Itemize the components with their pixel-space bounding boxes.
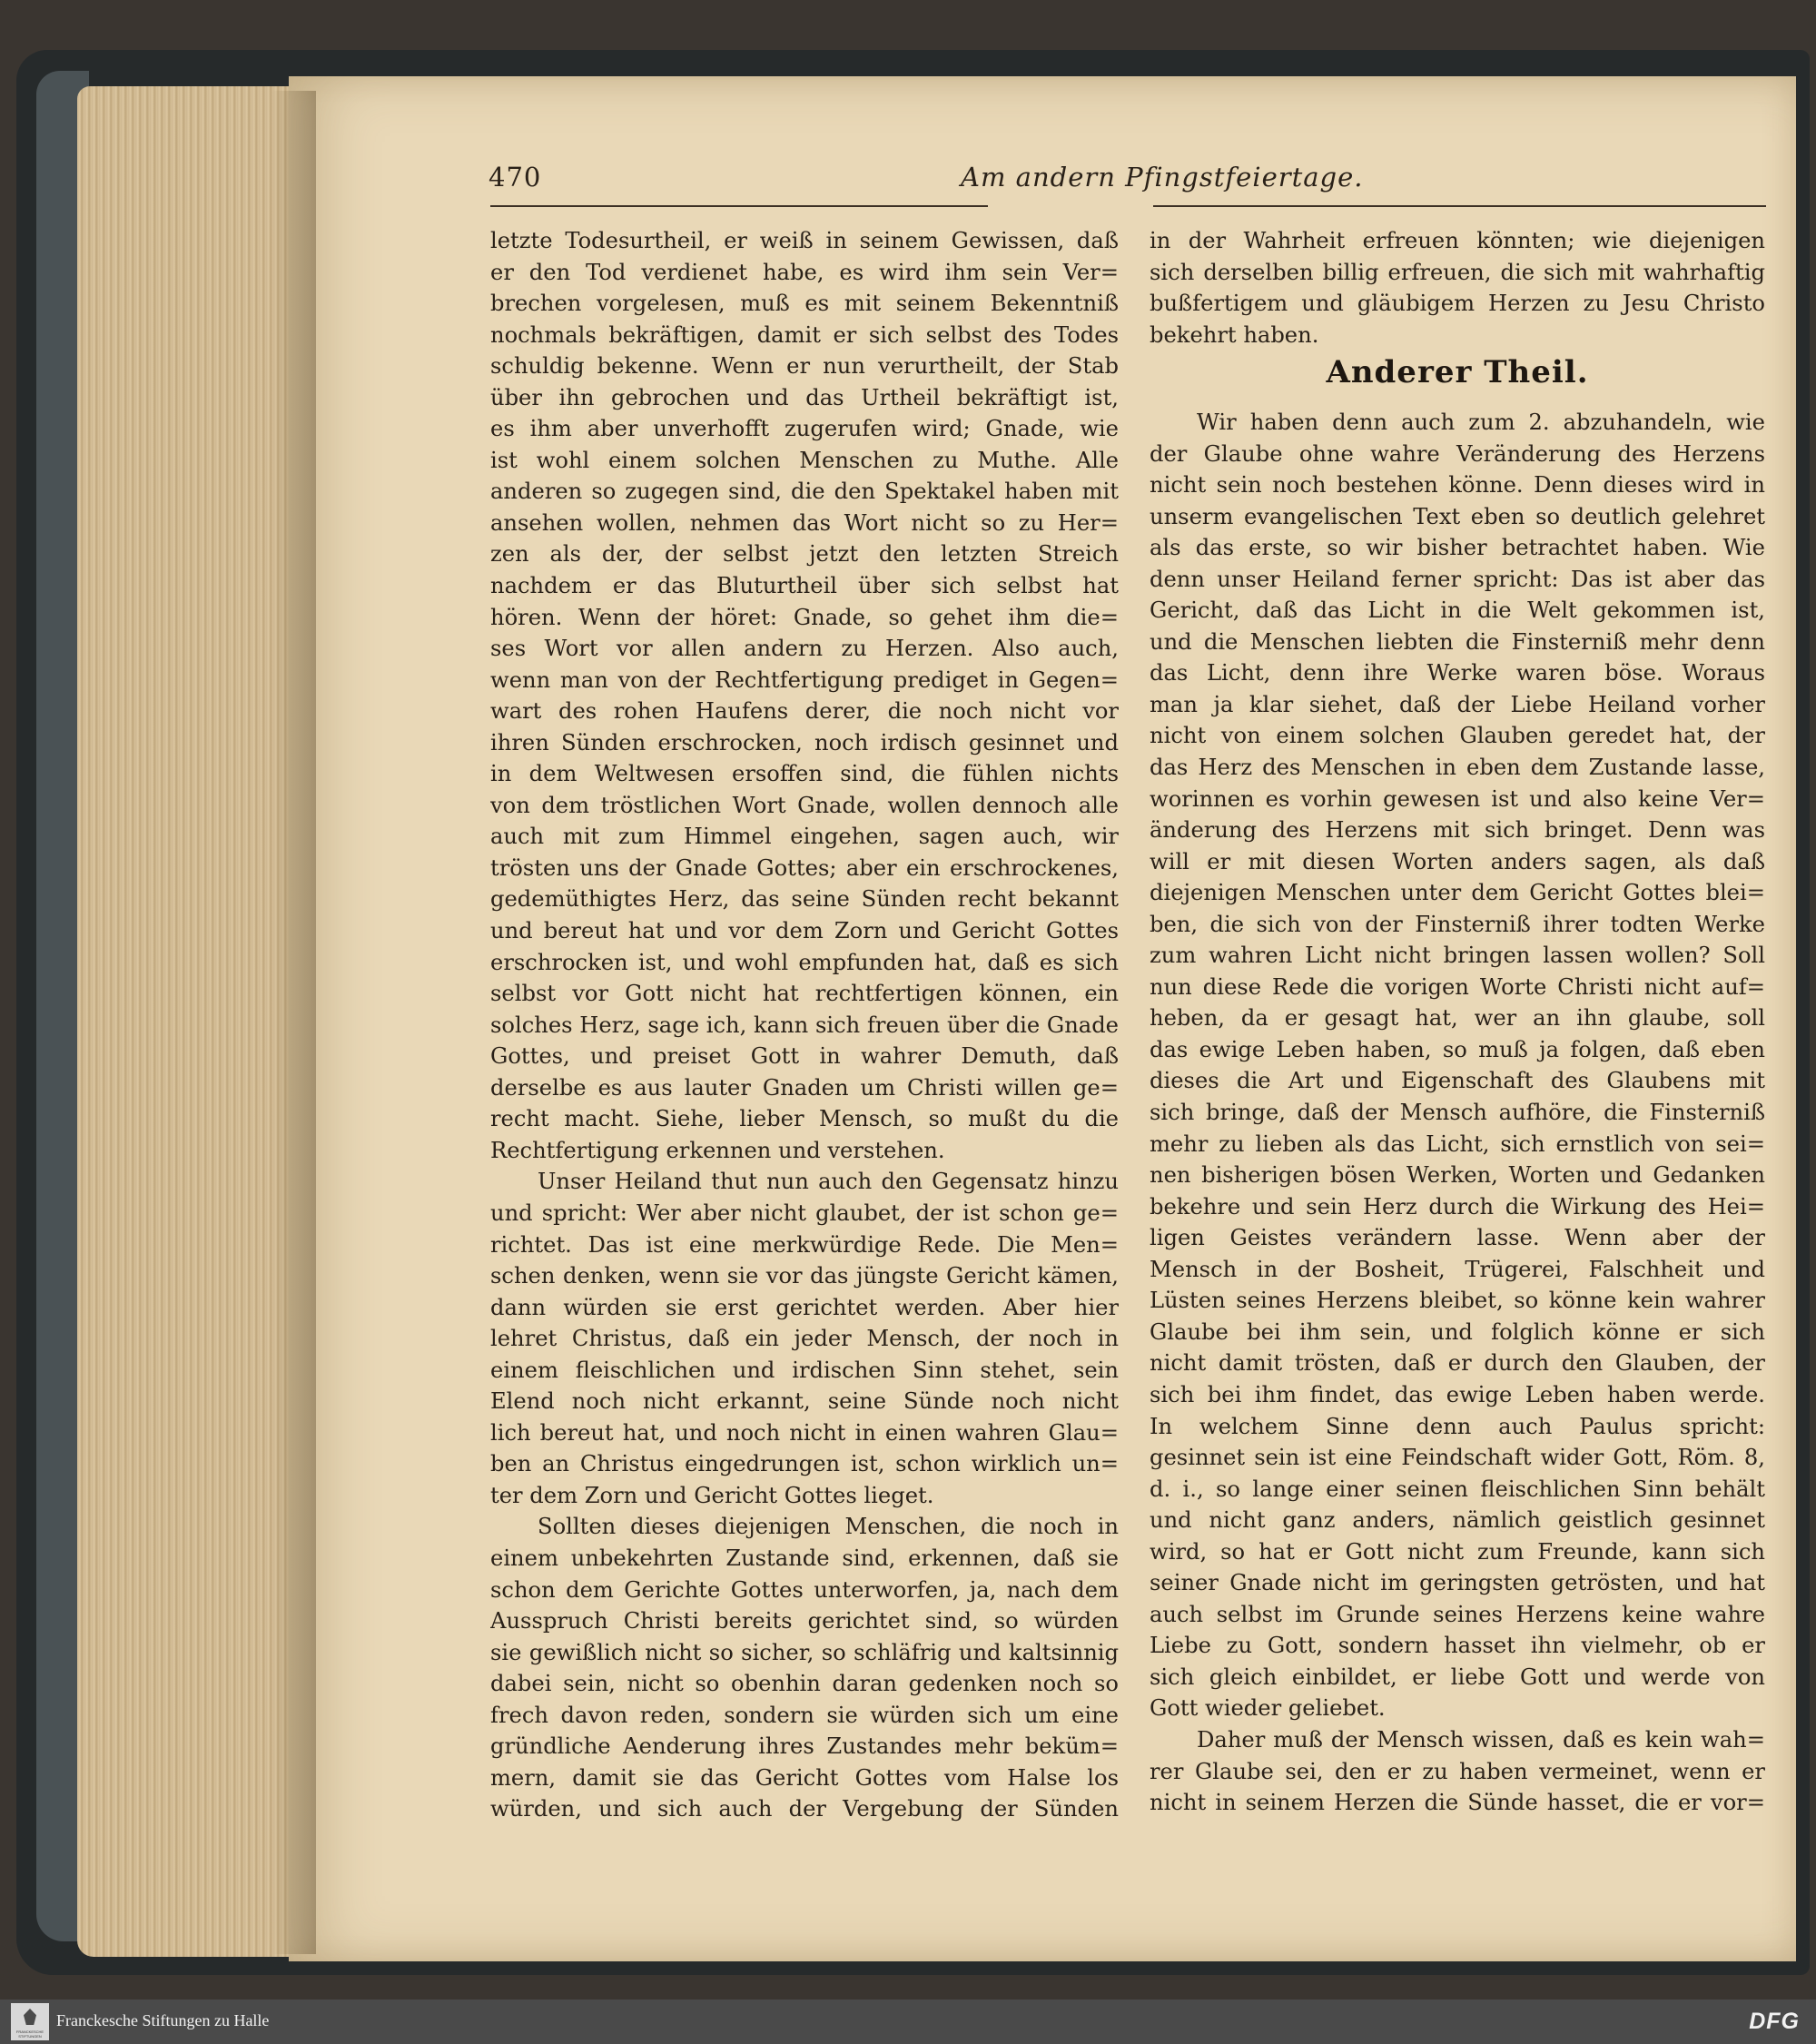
right-text-column	[1150, 407, 1765, 1819]
text-line: worinnen es vorhin gewesen ist und also keine Ver=	[1150, 785, 1765, 812]
text-line: letzte Todesurtheil, er weiß in seinem Gewissen, daß	[490, 228, 1119, 253]
text-line: Daher muß der Mensch wissen, daß es kein wah=	[1197, 1726, 1765, 1753]
text-line: lehret Christus, daß ein jeder Mensch, der noch in	[490, 1326, 1119, 1352]
text-line: Liebe zu Gott, sondern hasset ihn vielmehr, ob er	[1150, 1633, 1765, 1659]
text-line: Elend noch nicht erkannt, seine Sünde noch nicht	[490, 1388, 1119, 1415]
text-line: schuldig bekenne. Wenn er nun verurtheilt, der Stab	[490, 353, 1119, 380]
text-line: sich gleich einbildet, er liebe Gott und werde von	[1150, 1664, 1765, 1690]
text-line: nachdem er das Bluturtheil über sich selbst hat	[490, 573, 1119, 599]
right-text-column-top	[1150, 225, 1765, 351]
text-line: nen bisherigen bösen Werken, Worten und Gedanken	[1150, 1162, 1765, 1189]
text-line: in dem Weltwesen ersoffen sind, die fühlen nichts	[490, 761, 1119, 787]
text-line: Lüsten seines Herzens bleibet, so könne kein wahrer	[1150, 1288, 1765, 1314]
text-line: das ewige Leben haben, so muß ja folgen, daß eben	[1150, 1036, 1765, 1062]
text-line: sich bringe, daß der Mensch aufhöre, die Finsterniß	[1150, 1100, 1765, 1126]
text-line: wenn man von der Rechtfertigung prediget in Gegen=	[490, 667, 1119, 693]
text-line: einem unbekehrten Zustande sind, erkennen, daß sie	[490, 1545, 1119, 1571]
text-line: bekehrt haben.	[1150, 321, 1319, 348]
text-line: und spricht: Wer aber nicht glaubet, der ist schon ge=	[490, 1200, 1119, 1226]
text-line: In welchem Sinne denn auch Paulus spricht:	[1150, 1413, 1765, 1439]
text-line: recht macht. Siehe, lieber Mensch, so mußt du die	[490, 1106, 1119, 1132]
text-line: gedemüthigtes Herz, das seine Sünden recht bekannt	[490, 886, 1119, 913]
text-line: ben an Christus eingedrungen ist, schon wirklich un=	[490, 1451, 1119, 1477]
left-text-column	[490, 225, 1119, 1825]
header-rule-right	[1153, 205, 1766, 207]
text-line: gründliche Aenderung ihres Zustandes mehr beküm=	[490, 1733, 1119, 1760]
text-line: erschrocken ist, und wohl empfunden hat, daß es sich	[490, 949, 1119, 975]
logo-mark-icon	[24, 2009, 36, 2025]
text-line: das Licht, denn ihre Werke waren böse. Woraus	[1150, 660, 1765, 686]
text-line: es ihm aber unverhofft zugerufen wird; Gnade, wie	[490, 416, 1119, 442]
text-line: bußfertigem und gläubigem Herzen zu Jesu Christo	[1150, 291, 1765, 317]
dfg-logo[interactable]: DFG	[1749, 2009, 1800, 2034]
text-line: einem fleischlichen und irdischen Sinn stehet, sein	[490, 1357, 1119, 1383]
text-line: Sollten dieses diejenigen Menschen, die noch in	[538, 1514, 1119, 1540]
page-header	[489, 158, 1760, 200]
text-line: änderung des Herzens mit sich bringet. Denn was	[1150, 817, 1765, 844]
text-line: denn unser Heiland ferner spricht: Das ist aber das	[1150, 566, 1765, 592]
running-title: Am andern Pfingstfeiertage.	[961, 162, 1364, 193]
text-line: solches Herz, sage ich, kann sich freuen über die Gnade	[490, 1012, 1119, 1038]
institution-link[interactable]: Franckesche Stiftungen zu Halle	[56, 2011, 270, 2029]
gutter-shadow	[272, 91, 316, 1954]
text-line: und bereut hat und vor dem Zorn und Gericht Gottes	[490, 918, 1119, 944]
page-number: 470	[489, 162, 542, 193]
text-line: derselbe es aus lauter Gnaden um Christi willen ge=	[490, 1074, 1119, 1101]
text-line: zum wahren Licht nicht bringen lassen wollen? Soll	[1150, 943, 1765, 969]
text-line: von dem tröstlichen Wort Gnade, wollen dennoch alle	[490, 792, 1119, 818]
text-line: dieses die Art und Eigenschaft des Glaubens mit	[1150, 1068, 1765, 1094]
text-line: selbst vor Gott nicht hat rechtfertigen können, ein	[490, 981, 1119, 1007]
text-line: und nicht ganz anders, nämlich geistlich gesinnet	[1150, 1507, 1765, 1534]
text-line: würden, und sich auch der Vergebung der Sünden	[490, 1796, 1119, 1822]
text-line: ligen Geistes verändern lasse. Wenn aber der	[1150, 1225, 1765, 1251]
text-line: sich derselben billig erfreuen, die sich mit wahrhaftig	[1150, 259, 1765, 285]
text-line: trösten uns der Gnade Gottes; aber ein erschrockenes,	[490, 854, 1119, 881]
text-line: brechen vorgelesen, muß es mit seinem Bekenntniß	[490, 291, 1119, 317]
text-line: sie gewißlich nicht so sicher, so schläfrig und kaltsinnig	[490, 1639, 1119, 1665]
text-line: mern, damit sie das Gericht Gottes vom Halse los	[490, 1764, 1119, 1791]
text-line: ben, die sich von der Finsterniß ihrer todten Werke	[1150, 911, 1765, 937]
institution-logo[interactable]	[11, 2003, 49, 2040]
text-line: nicht von einem solchen Glauben geredet hat, der	[1150, 723, 1765, 749]
text-line: Rechtfertigung erkennen und verstehen.	[490, 1137, 945, 1163]
text-line: der Glaube ohne wahre Veränderung des Herzens	[1150, 440, 1765, 467]
text-line: diejenigen Menschen unter dem Gericht Gottes blei=	[1150, 880, 1765, 906]
text-line: ansehen wollen, nehmen das Wort nicht so zu Her=	[490, 509, 1119, 536]
text-line: unserm evangelischen Text eben so deutlich gelehret	[1150, 503, 1765, 529]
text-line: wart des rohen Haufens derer, die noch nicht vor	[490, 698, 1119, 725]
page-edges	[77, 86, 300, 1957]
text-line: rer Glaube sei, den er zu haben vermeinet, wenn er	[1150, 1758, 1765, 1784]
text-line: lich bereut hat, und noch nicht in einen wahren Glau=	[490, 1419, 1119, 1446]
text-line: gesinnet sein ist eine Feindschaft wider Gott, Röm. 8,	[1150, 1445, 1765, 1471]
text-line: Gottes, und preiset Gott in wahrer Demuth, daß	[490, 1043, 1119, 1070]
text-line: in der Wahrheit erfreuen könnten; wie diejenigen	[1150, 228, 1765, 253]
text-line: Glaube bei ihm sein, und folglich könne er sich	[1150, 1318, 1765, 1345]
text-line: auch selbst im Grunde seines Herzens keine wahre	[1150, 1601, 1765, 1627]
text-line: sich bei ihm findet, das ewige Leben haben werde.	[1150, 1381, 1765, 1407]
text-line: bekehre und sein Herz durch die Wirkung des Hei=	[1150, 1193, 1765, 1219]
text-line: Gott wieder geliebet.	[1150, 1695, 1386, 1722]
text-line: er den Tod verdienet habe, es wird ihm sein Ver=	[490, 259, 1119, 285]
text-line: schon dem Gerichte Gottes unterworfen, ja, nach dem	[490, 1576, 1119, 1603]
text-line: schen denken, wenn sie vor das jüngste Gericht kämen,	[490, 1263, 1119, 1289]
text-line: d. i., so lange einer seinen fleischlichen Sinn behält	[1150, 1476, 1765, 1502]
text-line: anderen so zugegen sind, die den Spektakel haben mit	[490, 479, 1119, 505]
text-line: nicht in seinem Herzen die Sünde hasset, die er vor=	[1150, 1790, 1765, 1816]
header-rule-left	[490, 205, 988, 207]
section-heading: Anderer Theil.	[1326, 354, 1589, 390]
text-line: man ja klar siehet, daß der Liebe Heiland vorher	[1150, 691, 1765, 717]
text-line: Gericht, daß das Licht in die Welt gekommen ist,	[1150, 597, 1765, 624]
text-line: nicht damit trösten, daß er durch den Glauben, der	[1150, 1350, 1765, 1377]
text-line: ist wohl einem solchen Menschen zu Muthe. Alle	[490, 447, 1119, 473]
text-line: über ihn gebrochen und das Urtheil bekräftigt ist,	[490, 384, 1119, 410]
text-line: nochmals bekräftigen, damit er sich selbst des Todes	[490, 321, 1119, 348]
text-line: seiner Gnade nicht im geringsten getrösten, und hat	[1150, 1570, 1765, 1596]
text-line: und die Menschen liebten die Finsterniß mehr denn	[1150, 628, 1765, 655]
text-line: Unser Heiland thut nun auch den Gegensatz hinzu	[538, 1169, 1119, 1195]
text-line: frech davon reden, sondern sie würden sich um eine	[490, 1702, 1119, 1728]
text-line: Mensch in der Bosheit, Trügerei, Falschheit und	[1150, 1256, 1765, 1282]
text-line: mehr zu lieben als das Licht, sich ernstlich von sei=	[1150, 1131, 1765, 1157]
text-line: dann würden sie erst gerichtet werden. Aber hier	[490, 1294, 1119, 1320]
text-line: heben, da er gesagt hat, wer an ihn glaube, soll	[1150, 1005, 1765, 1032]
text-line: Ausspruch Christi bereits gerichtet sind, so würden	[490, 1608, 1119, 1634]
text-line: Wir haben denn auch zum 2. abzuhandeln, wie	[1197, 410, 1765, 435]
text-line: ses Wort vor allen andern zu Herzen. Also auch,	[490, 636, 1119, 662]
text-line: auch mit zum Himmel eingehen, sagen auch, wir	[490, 824, 1119, 850]
text-line: nicht sein noch bestehen könne. Denn dieses wird in	[1150, 472, 1765, 499]
text-line: als das erste, so wir bisher betrachtet haben. Wie	[1150, 535, 1765, 561]
text-line: dabei sein, nicht so obenhin daran gedenken noch so	[490, 1671, 1119, 1697]
text-line: nun diese Rede die vorigen Worte Christi nicht auf=	[1150, 973, 1765, 1000]
text-line: zen als der, der selbst jetzt den letzten Streich	[490, 541, 1119, 568]
text-line: ihren Sünden erschrocken, noch irdisch gesinnet und	[490, 729, 1119, 755]
footer-bar	[0, 2000, 1816, 2044]
text-line: wird, so hat er Gott nicht zum Freunde, kann sich	[1150, 1538, 1765, 1565]
logo-text: FRANCKESCHE STIFTUNGEN	[15, 2029, 44, 2039]
text-line: will er mit diesen Worten anders sagen, als daß	[1150, 848, 1765, 874]
text-line: richtet. Das ist eine merkwürdige Rede. Die Men=	[490, 1231, 1119, 1258]
text-line: hören. Wenn der höret: Gnade, so gehet ihm die=	[490, 604, 1119, 630]
text-line: ter dem Zorn und Gericht Gottes lieget.	[490, 1482, 934, 1508]
text-line: das Herz des Menschen in eben dem Zustande lasse,	[1150, 755, 1765, 781]
